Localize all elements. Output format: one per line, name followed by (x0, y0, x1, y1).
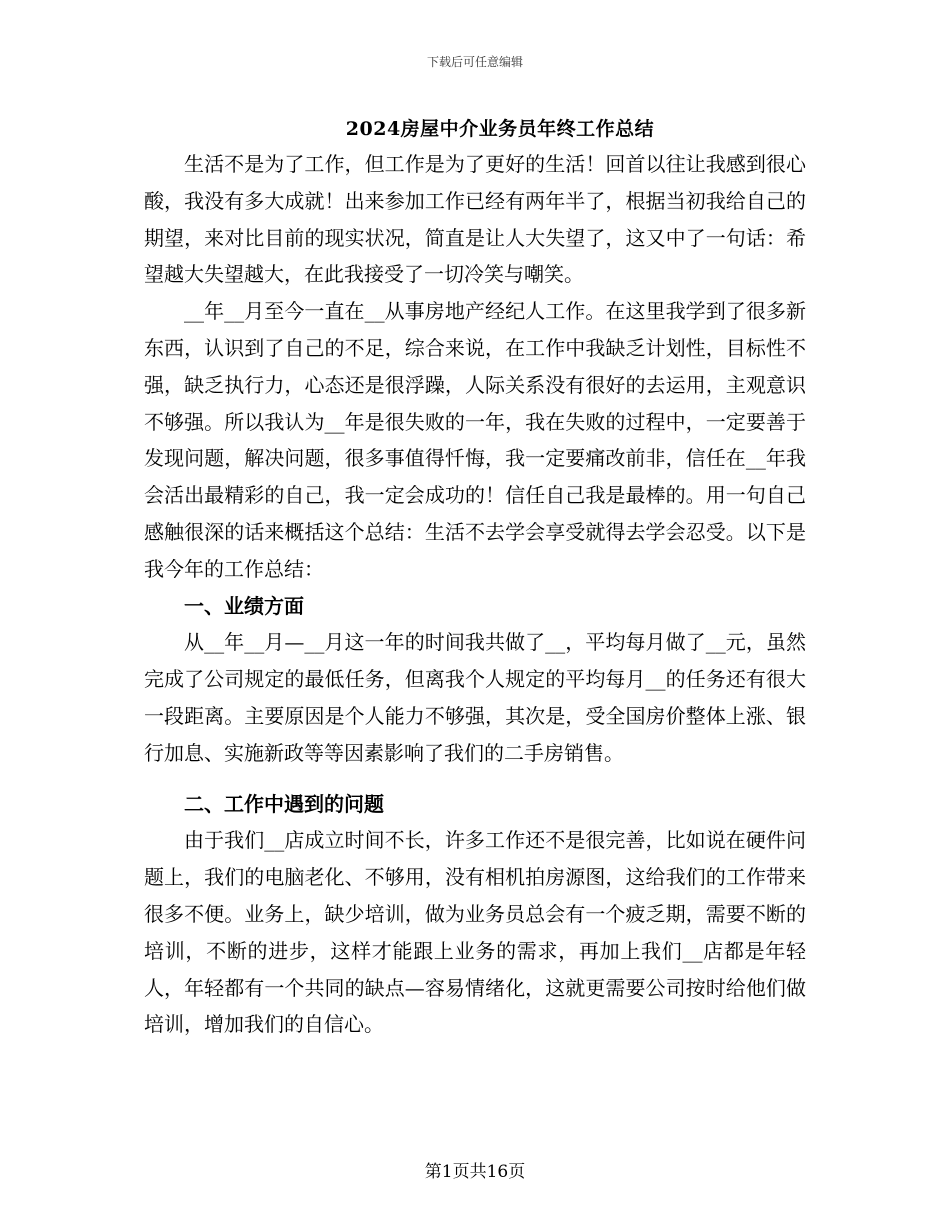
page-number: 第1页共16页 (424, 1162, 526, 1182)
section-heading-problems: 二、工作中遇到的问题 (184, 791, 384, 816)
review-paragraph: __年__月至今一直在__从事房地产经纪人工作。在这里我学到了很多新东西，认识到了自己的不足，综合来说，在工作中我缺乏计划性，目标性不强，缺乏执行力，心态还是很浮躁，人际关系没有很好的去运用，主观意识不够强。所以我认为__年是很失败的一年，我在失败的过程中，一定要善于发现问题，解决问题，很多事值得忏悔，我一定要痛改前非，信任在__年我会活出最精彩的自己，我一定会成功的！信任自己我是最棒的。用一句自己感触很深的话来概括这个总结：生活不去学会享受就得去学会忍受。以下是我今年的工作总结： (144, 299, 806, 581)
section-paragraph-performance: 从__年__月—__月这一年的时间我共做了__，平均每月做了__元，虽然完成了公司规定的最低任务，但离我个人规定的平均每月__的任务还有很大一段距离。主要原因是个人能力不够强，其次是，受全国房价整体上涨、银行加息、实施新政等等因素影响了我们的二手房销售。 (144, 630, 806, 765)
document-body (144, 146, 806, 1043)
intro-paragraph: 生活不是为了工作，但工作是为了更好的生活！回首以往让我感到很心酸，我没有多大成就！出来参加工作已经有两年半了，根据当初我给自己的期望，来对比目前的现实状况，简直是让人大失望了，这又中了一句话：希望越大失望越大，在此我接受了一切冷笑与嘲笑。 (144, 152, 806, 287)
document-title: 2024房屋中介业务员年终工作总结 (345, 118, 655, 140)
section-heading-performance: 一、业绩方面 (184, 593, 304, 618)
section-spacer (144, 772, 806, 786)
section-paragraph-problems: 由于我们__店成立时间不长，许多工作还不是很完善，比如说在硬件问题上，我们的电脑老化、不够用，没有相机拍房源图，这给我们的工作带来很多不便。业务上，缺少培训，做为业务员总会有一个疲乏期，需要不断的培训，不断的进步，这样才能跟上业务的需求，再加上我们__店都是年轻人，年轻都有一个共同的缺点—容易情绪化，这就更需要公司按时给他们做培训，增加我们的自信心。 (144, 828, 806, 1037)
page-header-note: 下载后可任意编辑 (426, 55, 523, 69)
